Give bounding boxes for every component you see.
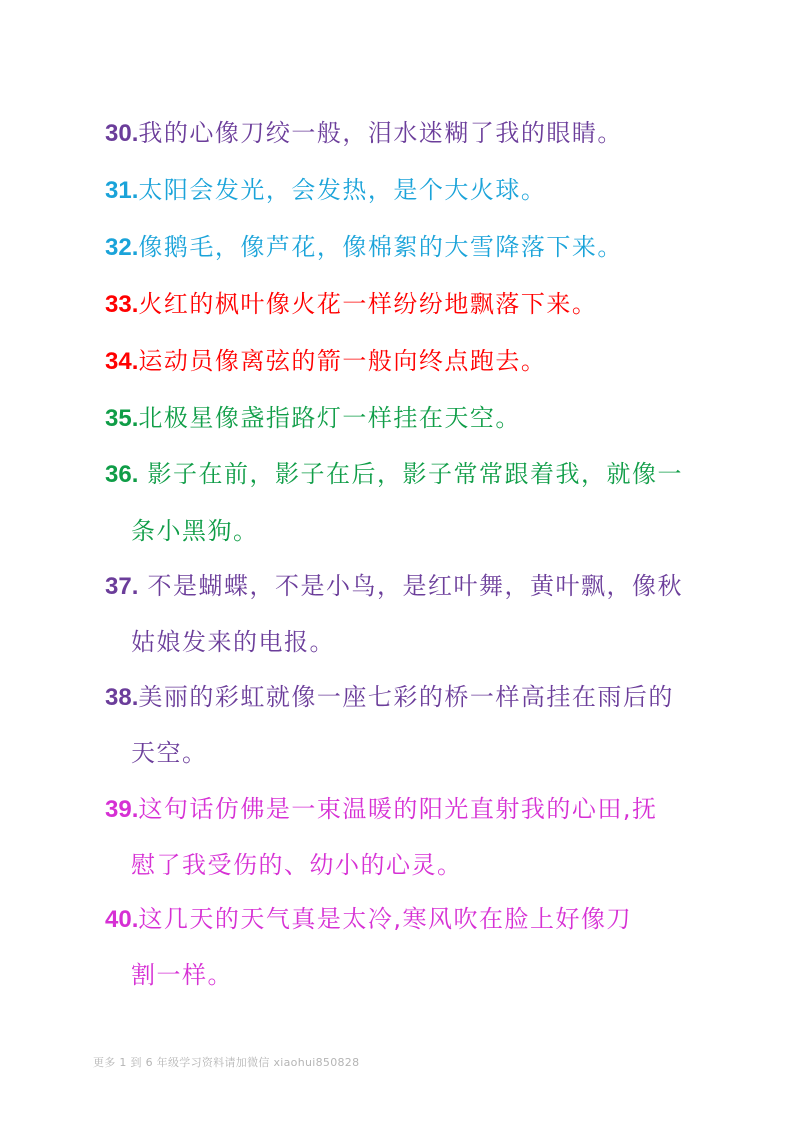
item-number: 36. bbox=[105, 461, 139, 488]
sentence-31 bbox=[105, 175, 546, 206]
sentence-36-continuation: 条小黑狗。 bbox=[131, 517, 259, 545]
item-text: 像鹅毛，像芦花，像棉絮的大雪降落下来。 bbox=[138, 233, 623, 261]
sentence-38 bbox=[105, 682, 674, 713]
sentence-34 bbox=[105, 346, 546, 377]
item-text: 影子在前，影子在后，影子常常跟着我，就像一 bbox=[138, 460, 684, 488]
item-text: 太阳会发光，会发热，是个大火球。 bbox=[138, 176, 547, 204]
item-text: 这句话仿佛是一束温暖的阳光直射我的心田,抚 bbox=[138, 795, 658, 823]
item-number: 30. bbox=[105, 120, 139, 147]
sentence-30 bbox=[105, 118, 623, 149]
item-number: 33. bbox=[105, 291, 139, 318]
sentence-33 bbox=[105, 289, 597, 320]
item-number: 35. bbox=[105, 405, 139, 432]
item-text: 运动员像离弦的箭一般向终点跑去。 bbox=[138, 347, 547, 375]
item-number: 38. bbox=[105, 684, 139, 711]
item-number: 37. bbox=[105, 573, 139, 600]
sentence-39-continuation: 慰了我受伤的、幼小的心灵。 bbox=[131, 851, 463, 879]
sentence-40-continuation: 割一样。 bbox=[131, 961, 233, 989]
item-text: 美丽的彩虹就像一座七彩的桥一样高挂在雨后的 bbox=[138, 683, 674, 711]
sentence-36 bbox=[105, 459, 683, 490]
sentence-37 bbox=[105, 571, 683, 602]
item-number: 39. bbox=[105, 796, 139, 823]
item-number: 31. bbox=[105, 177, 139, 204]
sentence-38-continuation: 天空。 bbox=[131, 739, 208, 767]
item-text: 火红的枫叶像火花一样纷纷地飘落下来。 bbox=[138, 290, 598, 318]
sentence-40 bbox=[105, 904, 632, 935]
sentence-35 bbox=[105, 403, 521, 434]
item-number: 34. bbox=[105, 348, 139, 375]
sentence-32 bbox=[105, 232, 623, 263]
item-text: 我的心像刀绞一般，泪水迷糊了我的眼睛。 bbox=[138, 119, 623, 147]
item-text: 北极星像盏指路灯一样挂在天空。 bbox=[138, 404, 521, 432]
item-number: 40. bbox=[105, 906, 139, 933]
item-text: 这几天的天气真是太冷,寒风吹在脸上好像刀 bbox=[138, 905, 633, 933]
item-number: 32. bbox=[105, 234, 139, 261]
sentence-39 bbox=[105, 794, 658, 825]
item-text: 不是蝴蝶，不是小鸟，是红叶舞，黄叶飘，像秋 bbox=[138, 572, 684, 600]
footer-note: 更多 1 到 6 年级学习资料请加微信 xiaohui850828 bbox=[93, 1056, 360, 1069]
sentence-37-continuation: 姑娘发来的电报。 bbox=[131, 628, 335, 656]
